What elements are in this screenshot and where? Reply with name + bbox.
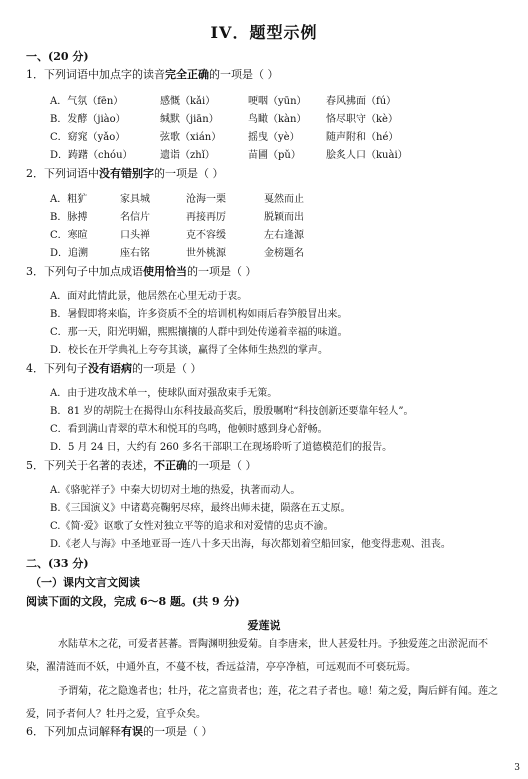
subsection-heading: （一）课内文言文阅读 (30, 576, 140, 589)
question-6-emphasis: 有误 (121, 725, 143, 738)
question-3-pre: 3．下列句子中加点成语 (26, 265, 143, 278)
question-2-emphasis: 没有错别字 (99, 167, 154, 180)
q5-option-d: D.《老人与海》中圣地亚哥一连八十多天出海，每次都划着空船回家，他变得悲观、沮丧。 (50, 539, 451, 550)
question-4-emphasis: 没有语病 (88, 362, 132, 375)
q1-option-a-2: 感慨（kǎi） (160, 96, 216, 107)
q4-option-d: D．5 月 24 日，大约有 260 多名干部职工在现场聆听了道德模范们的报告。 (50, 442, 393, 453)
question-5-pre: 5．下列关于名著的表述， (26, 459, 154, 472)
question-3-post: 的一项是（ ） (187, 265, 257, 278)
q2-option-d-2: 座右铭 (120, 248, 150, 259)
reading-instruction: 阅读下面的文段，完成 6～8 题。(共 9 分) (26, 595, 240, 608)
section-2-heading: 二、(33 分) (26, 557, 89, 570)
question-2 (26, 165, 224, 181)
q3-option-b: B．暑假即将来临，许多资质不全的培训机构如雨后春笋般冒出来。 (50, 309, 348, 320)
q1-option-d-1: D．踌躇（chóu） (50, 150, 133, 161)
passage-paragraph-2: 予谓菊，花之隐逸者也；牡丹，花之富贵者也；莲，花之君子者也。噫！菊之爱，陶后鲜有闻。莲之爱，同予者何人？牡丹之爱，宜乎众矣。 (26, 686, 498, 720)
q1-option-b-4: 恪尽职守（kè） (326, 114, 398, 125)
q1-option-d-2: 遗诣（zhǐ） (160, 150, 215, 161)
q5-option-b: B.《三国演义》中诸葛亮鞠躬尽瘁，最终出师未捷，陨落在五丈原。 (50, 503, 351, 514)
q5-option-a: A.《骆驼祥子》中秦大切切对土地的热爱，执著而动人。 (50, 485, 301, 496)
q2-option-a-4: 戛然而止 (264, 194, 304, 205)
question-4-post: 的一项是（ ） (132, 362, 202, 375)
q3-option-a: A．面对此情此景，他居然在心里无动于衷。 (50, 291, 248, 302)
q2-option-b-1: B．脉搏 (50, 212, 88, 223)
q1-option-b-1: B．发酵（jiào） (50, 114, 126, 125)
q2-option-a-1: A．粗犷 (50, 194, 88, 205)
section-1-heading: 一、(20 分) (26, 50, 89, 63)
question-1 (26, 66, 279, 82)
q1-option-c-3: 摇曳（yè） (248, 132, 300, 143)
question-2-post: 的一项是（ ） (154, 167, 224, 180)
q1-option-a-4: 春风拂面（fú） (326, 96, 397, 107)
q2-option-c-3: 克不容缓 (186, 230, 226, 241)
question-1-post: 的一项是（ ） (209, 68, 279, 81)
question-6-post: 的一项是（ ） (143, 725, 213, 738)
q1-option-d-3: 苗圃（pǔ） (248, 150, 301, 161)
q3-option-d: D．校长在开学典礼上夸夸其谈，赢得了全体师生热烈的掌声。 (50, 345, 329, 356)
q1-option-c-4: 随声附和（hé） (326, 132, 399, 143)
question-1-emphasis: 完全正确 (165, 68, 209, 81)
q2-option-a-2: 家具城 (120, 194, 150, 205)
q5-option-c: C.《简·爱》讴歌了女性对独立平等的追求和对爱情的忠贞不渝。 (50, 521, 334, 532)
q2-option-b-2: 名信片 (120, 212, 150, 223)
question-6 (26, 723, 213, 739)
question-4-pre: 4．下列句子 (26, 362, 88, 375)
q4-option-b: B．81 岁的胡院士在揭得山东科技最高奖后，殷殷嘱咐“科技创新还要靠年轻人”。 (50, 406, 414, 417)
q2-option-b-4: 脱颖而出 (264, 212, 304, 223)
question-1-pre: 1．下列词语中加点字的读音 (26, 68, 165, 81)
question-6-pre: 6．下列加点词解释 (26, 725, 121, 738)
q1-option-b-3: 鸟瞰（kàn） (248, 114, 307, 125)
q2-option-d-4: 金榜题名 (264, 248, 304, 259)
q3-option-c: C．那一天，阳光明媚，熙熙攘攘的人群中到处传递着幸福的味道。 (50, 327, 348, 338)
q2-option-b-3: 再接再厉 (186, 212, 226, 223)
page-number: 3 (514, 763, 520, 773)
q4-option-c: C．看到满山青翠的草木和悦耳的鸟鸣，他顿时感到身心舒畅。 (50, 424, 328, 435)
question-5-post: 的一项是（ ） (187, 459, 257, 472)
q1-option-a-3: 哽咽（yūn） (248, 96, 307, 107)
page-title: IV．题型示例 (210, 23, 318, 42)
q4-option-a: A．由于进攻战术单一，使球队面对强敌束手无策。 (50, 388, 278, 399)
q1-option-c-1: C．窈窕（yǎo） (50, 132, 126, 143)
passage-title: 爱莲说 (247, 619, 281, 632)
passage-paragraph-1: 水陆草木之花，可爱者甚蕃。晋陶渊明独爱菊。自李唐来，世人甚爱牡丹。予独爱莲之出淤泥而不染，濯清涟而不妖，中通外直，不蔓不枝，香远益清，亭亭净植，可远观而不可亵玩焉。 (26, 639, 488, 673)
question-3-emphasis: 使用恰当 (143, 265, 187, 278)
q2-option-c-2: 口头禅 (120, 230, 150, 241)
q2-option-c-1: C．寒暄 (50, 230, 88, 241)
question-4 (26, 360, 202, 376)
q2-option-d-3: 世外桃源 (186, 248, 226, 259)
q2-option-a-3: 沧海一栗 (186, 194, 226, 205)
question-5 (26, 457, 257, 473)
question-2-pre: 2．下列词语中 (26, 167, 99, 180)
q1-option-b-2: 缄默（jiān） (160, 114, 219, 125)
q2-option-d-1: D．追溯 (50, 248, 89, 259)
q2-option-c-4: 左右逢源 (264, 230, 304, 241)
question-5-emphasis: 不正确 (154, 459, 187, 472)
question-3 (26, 263, 257, 279)
q1-option-c-2: 弦歌（xián） (160, 132, 222, 143)
q1-option-d-4: 脍炙人口（kuài） (326, 150, 408, 161)
q1-option-a-1: A．气氛（fēn） (50, 96, 124, 107)
